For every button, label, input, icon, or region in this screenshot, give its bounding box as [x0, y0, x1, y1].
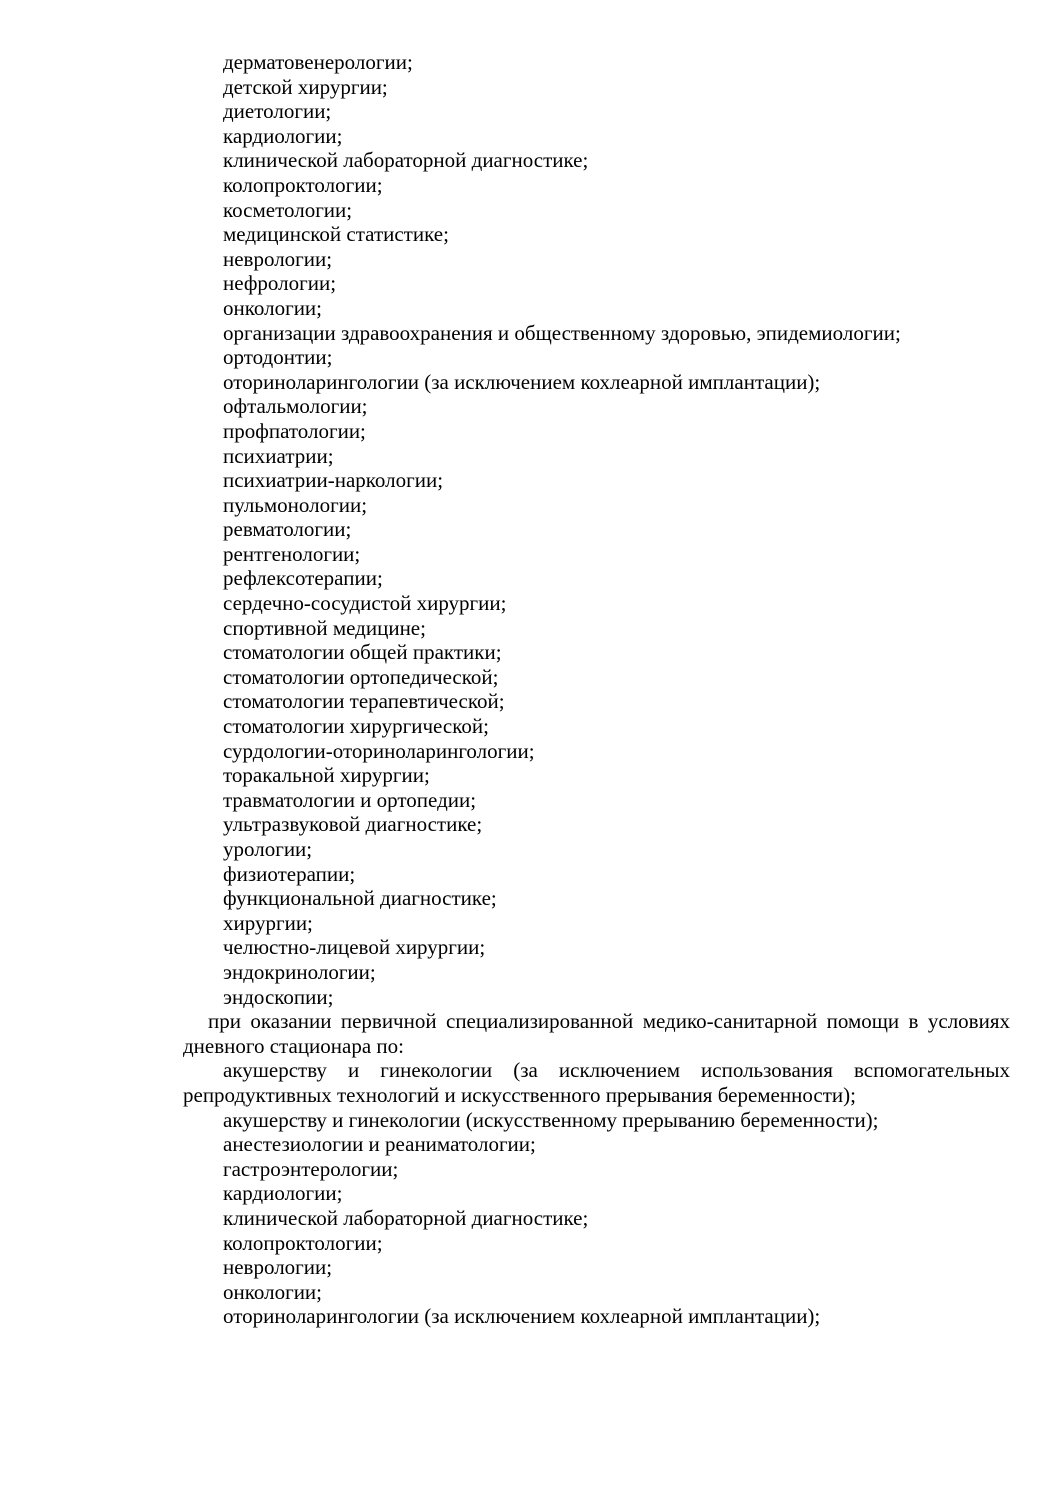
- list-item: клинической лабораторной диагностике;: [223, 148, 589, 173]
- day-hospital-intro-paragraph: при оказании первичной специализированной медико-санитарной помощи в условиях дневного стационара по:: [183, 1009, 1010, 1058]
- list-item: дерматовенерологии;: [223, 50, 413, 74]
- list-item: сурдологии-оториноларингологии;: [223, 738, 535, 763]
- list-item: гастроэнтерологии;: [223, 1156, 399, 1181]
- list-item: психиатрии;: [223, 443, 334, 468]
- list-item: онкологии;: [223, 1279, 323, 1304]
- list-item: рентгенологии;: [223, 541, 361, 566]
- list-item: кардиологии;: [223, 123, 343, 148]
- list-item: хирургии;: [223, 910, 313, 935]
- specialties-list-day-hospital: [183, 1058, 1010, 1329]
- list-item: эндокринологии;: [223, 959, 376, 984]
- list-item: анестезиологии и реаниматологии;: [223, 1132, 536, 1157]
- list-item: косметологии;: [223, 197, 353, 222]
- list-item: оториноларингологии (за исключением кохлеарной имплантации);: [223, 1304, 821, 1329]
- list-item: рефлексотерапии;: [223, 566, 383, 591]
- list-item: клинической лабораторной диагностике;: [223, 1205, 589, 1230]
- list-item: психиатрии-наркологии;: [223, 468, 444, 493]
- list-item: акушерству и гинекологии (искусственному прерыванию беременности);: [223, 1107, 879, 1132]
- list-item: торакальной хирургии;: [223, 763, 430, 788]
- list-item: травматологии и ортопедии;: [223, 787, 477, 812]
- license-text-block: [183, 50, 1010, 1329]
- list-item: стоматологии общей практики;: [223, 640, 502, 665]
- list-item: стоматологии ортопедической;: [223, 664, 499, 689]
- list-item: урологии;: [223, 837, 313, 861]
- list-item: стоматологии терапевтической;: [223, 689, 505, 714]
- list-item: офтальмологии;: [223, 394, 368, 419]
- list-item: колопроктологии;: [223, 1230, 383, 1255]
- list-item: пульмонологии;: [223, 492, 368, 517]
- list-item: медицинской статистике;: [223, 222, 449, 247]
- list-item: сердечно-сосудистой хирургии;: [223, 591, 507, 616]
- list-item: колопроктологии;: [223, 172, 383, 197]
- list-item: ортодонтии;: [223, 345, 333, 370]
- list-item: спортивной медицине;: [223, 615, 426, 640]
- list-item: кардиологии;: [223, 1181, 343, 1206]
- list-item: функциональной диагностике;: [223, 886, 497, 911]
- list-item: физиотерапии;: [223, 861, 356, 886]
- list-item: неврологии;: [223, 1255, 333, 1280]
- list-item: нефрологии;: [223, 271, 337, 296]
- list-item: неврологии;: [223, 246, 333, 271]
- list-item: оториноларингологии (за исключением кохлеарной имплантации);: [223, 369, 821, 394]
- list-item: профпатологии;: [223, 418, 366, 443]
- list-item: онкологии;: [223, 295, 323, 320]
- list-item: детской хирургии;: [223, 74, 388, 99]
- list-item: ревматологии;: [223, 517, 352, 542]
- list-item: стоматологии хирургической;: [223, 714, 489, 739]
- list-item: ультразвуковой диагностике;: [223, 812, 483, 837]
- list-item: организации здравоохранения и общественному здоровью, эпидемиологии;: [223, 320, 901, 345]
- specialties-list-outpatient: [183, 50, 1010, 1009]
- list-item: диетологии;: [223, 99, 332, 124]
- list-item: челюстно-лицевой хирургии;: [223, 935, 486, 960]
- list-item: эндоскопии;: [223, 984, 334, 1009]
- list-item: акушерству и гинекологии (за исключением использования вспомогательных репродуктивных технологий и искусственного прерывания беременности);: [183, 1058, 1010, 1107]
